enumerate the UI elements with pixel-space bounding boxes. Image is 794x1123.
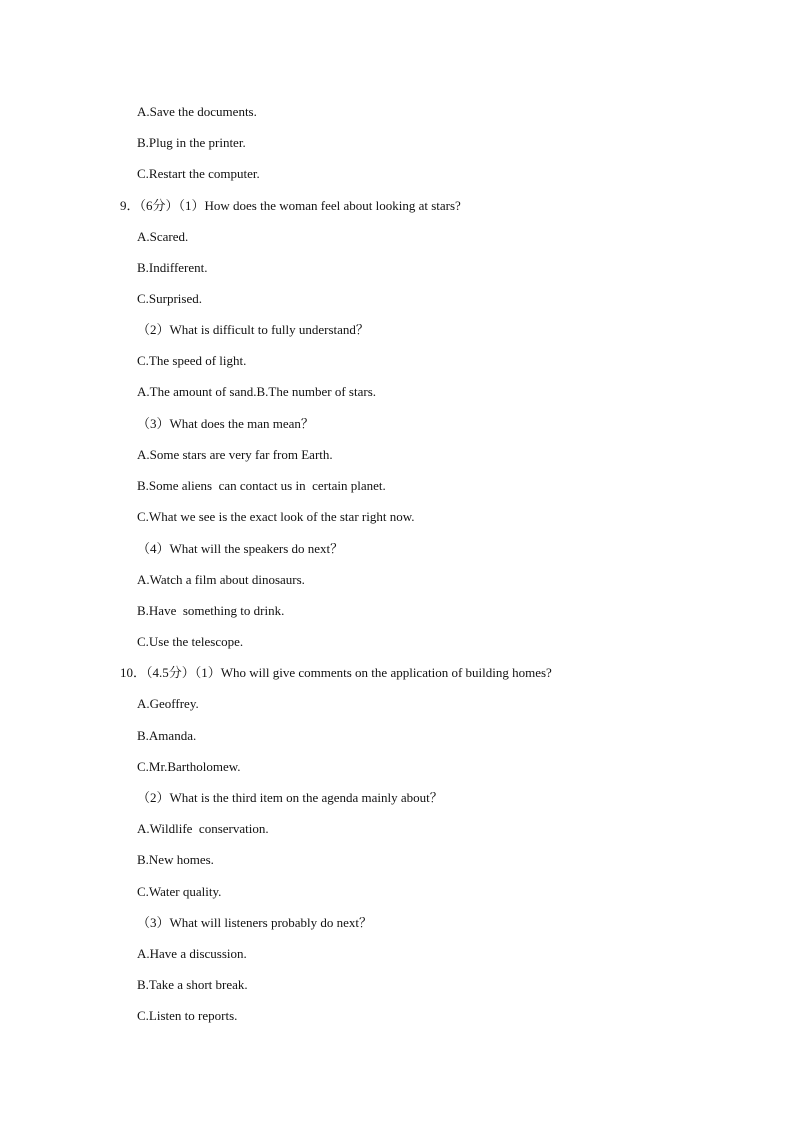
- q9-p2-option-c: C.The speed of light.: [137, 353, 247, 368]
- q9-part4-question: （4）What will the speakers do next？: [137, 541, 344, 556]
- q9-p1-option-b: B.Indifferent.: [137, 260, 208, 275]
- q10-p1-option-a: A.Geoffrey.: [137, 696, 199, 711]
- q10-part2-question: （2）What is the third item on the agenda mainly about？: [137, 790, 443, 805]
- q10-p3-option-b: B.Take a short break.: [137, 977, 248, 992]
- q8-option-b: B.Plug in the printer.: [137, 135, 246, 150]
- q10-p3-option-a: A.Have a discussion.: [137, 946, 247, 961]
- q8-option-a: A.Save the documents.: [137, 104, 257, 119]
- q8-option-c: C.Restart the computer.: [137, 166, 260, 181]
- q10-p1-option-c: C.Mr.Bartholomew.: [137, 759, 241, 774]
- q9-p1-option-a: A.Scared.: [137, 229, 189, 244]
- q9-p4-option-c: C.Use the telescope.: [137, 634, 244, 649]
- q10-p3-option-c: C.Listen to reports.: [137, 1008, 238, 1023]
- q9-p1-option-c: C.Surprised.: [137, 291, 202, 306]
- q10-p2-option-a: A.Wildlife conservation.: [137, 821, 269, 836]
- q9-p3-option-b: B.Some aliens can contact us in certain planet.: [137, 478, 386, 493]
- q9-p3-option-c: C.What we see is the exact look of the star right now.: [137, 509, 415, 524]
- q10-p1-option-b: B.Amanda.: [137, 728, 197, 743]
- q10-header: 10．（4.5分）（1）Who will give comments on the application of building homes?: [120, 665, 552, 680]
- q9-p3-option-a: A.Some stars are very far from Earth.: [137, 447, 333, 462]
- q9-p4-option-b: B.Have something to drink.: [137, 603, 285, 618]
- q10-part3-question: （3）What will listeners probably do next？: [137, 915, 373, 930]
- q9-p2-option-ab: A.The amount of sand.B.The number of stars.: [137, 384, 377, 399]
- q9-part3-question: （3）What does the man mean？: [137, 416, 314, 431]
- q10-p2-option-b: B.New homes.: [137, 852, 214, 867]
- q9-header: 9．（6分）（1）How does the woman feel about looking at stars?: [120, 198, 461, 213]
- q9-part2-question: （2）What is difficult to fully understand？: [137, 322, 369, 337]
- q9-p4-option-a: A.Watch a film about dinosaurs.: [137, 572, 305, 587]
- q10-p2-option-c: C.Water quality.: [137, 884, 222, 899]
